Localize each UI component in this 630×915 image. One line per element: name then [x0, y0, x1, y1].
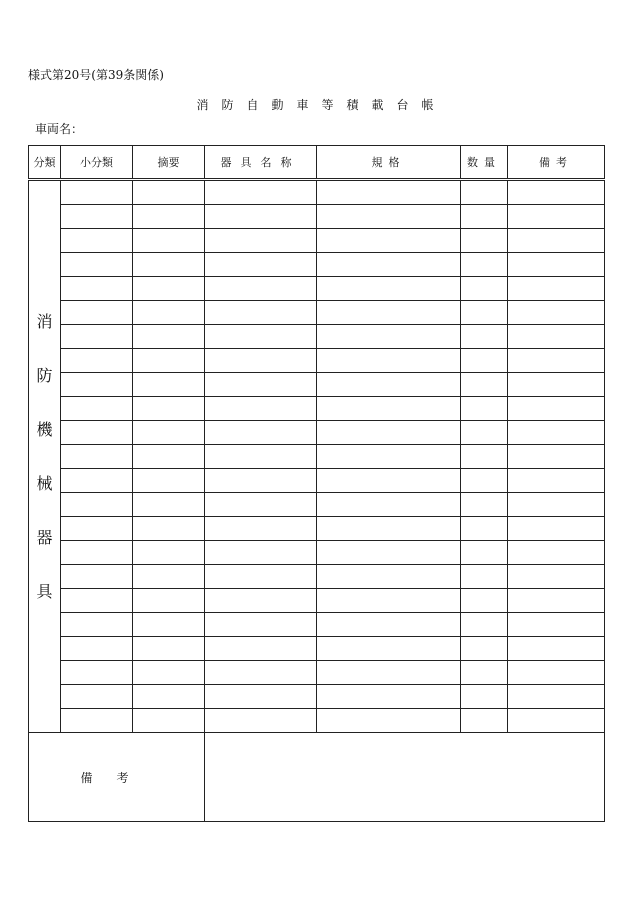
cell-equipment-name[interactable]	[205, 253, 317, 277]
cell-quantity[interactable]	[461, 277, 508, 301]
cell-specification[interactable]	[317, 469, 461, 493]
cell-remarks[interactable]	[508, 397, 605, 421]
cell-summary[interactable]	[133, 325, 205, 349]
table-row	[29, 517, 605, 541]
cell-equipment-name[interactable]	[205, 205, 317, 229]
category-cell	[29, 180, 61, 733]
table-row	[29, 421, 605, 445]
cell-summary[interactable]	[133, 517, 205, 541]
cell-subcategory[interactable]	[61, 517, 133, 541]
cell-summary[interactable]	[133, 565, 205, 589]
form-number: 様式第20号(第39条関係)	[28, 68, 164, 82]
cell-equipment-name[interactable]	[205, 397, 317, 421]
cell-specification[interactable]	[317, 229, 461, 253]
cell-subcategory[interactable]	[61, 421, 133, 445]
cell-equipment-name[interactable]	[205, 685, 317, 709]
cell-equipment-name[interactable]	[205, 661, 317, 685]
cell-remarks[interactable]	[508, 445, 605, 469]
cell-equipment-name[interactable]	[205, 301, 317, 325]
cell-equipment-name[interactable]	[205, 229, 317, 253]
cell-equipment-name[interactable]	[205, 277, 317, 301]
category-char: 防	[36, 365, 53, 385]
cell-remarks[interactable]	[508, 301, 605, 325]
cell-quantity[interactable]	[461, 541, 508, 565]
cell-subcategory[interactable]	[61, 349, 133, 373]
cell-quantity[interactable]	[461, 469, 508, 493]
table-row	[29, 205, 605, 229]
cell-specification[interactable]	[317, 205, 461, 229]
cell-quantity[interactable]	[461, 685, 508, 709]
cell-specification[interactable]	[317, 637, 461, 661]
column-header-equipment-name: 器具名称	[205, 146, 317, 180]
cell-equipment-name[interactable]	[205, 709, 317, 733]
table-row	[29, 229, 605, 253]
cell-specification[interactable]	[317, 421, 461, 445]
cell-equipment-name[interactable]	[205, 469, 317, 493]
cell-subcategory[interactable]	[61, 685, 133, 709]
table-row	[29, 613, 605, 637]
table-row	[29, 325, 605, 349]
cell-remarks[interactable]	[508, 661, 605, 685]
cell-specification[interactable]	[317, 589, 461, 613]
cell-subcategory[interactable]	[61, 661, 133, 685]
cell-equipment-name[interactable]	[205, 493, 317, 517]
category-char: 具	[36, 581, 53, 601]
table-row	[29, 301, 605, 325]
cell-remarks[interactable]	[508, 541, 605, 565]
cell-equipment-name[interactable]	[205, 517, 317, 541]
vehicle-name-label: 車両名：	[35, 122, 84, 136]
cell-remarks[interactable]	[508, 613, 605, 637]
category-char: 機	[36, 419, 53, 439]
cell-specification[interactable]	[317, 709, 461, 733]
table-row	[29, 469, 605, 493]
header-row	[29, 146, 605, 180]
cell-remarks[interactable]	[508, 469, 605, 493]
cell-quantity[interactable]	[461, 397, 508, 421]
cell-quantity[interactable]	[461, 493, 508, 517]
table-row	[29, 277, 605, 301]
cell-quantity[interactable]	[461, 517, 508, 541]
cell-quantity[interactable]	[461, 445, 508, 469]
cell-quantity[interactable]	[461, 180, 508, 205]
cell-subcategory[interactable]	[61, 301, 133, 325]
cell-specification[interactable]	[317, 613, 461, 637]
document-title: 消防自動車等積載台帳	[196, 98, 447, 112]
cell-remarks[interactable]	[508, 565, 605, 589]
cell-summary[interactable]	[133, 349, 205, 373]
cell-subcategory[interactable]	[61, 277, 133, 301]
table-row	[29, 589, 605, 613]
cell-remarks[interactable]	[508, 493, 605, 517]
cell-remarks[interactable]	[508, 589, 605, 613]
cell-quantity[interactable]	[461, 565, 508, 589]
cell-subcategory[interactable]	[61, 397, 133, 421]
cell-specification[interactable]	[317, 325, 461, 349]
cell-remarks[interactable]	[508, 709, 605, 733]
table-row	[29, 493, 605, 517]
cell-remarks[interactable]	[508, 517, 605, 541]
cell-subcategory[interactable]	[61, 589, 133, 613]
cell-specification[interactable]	[317, 661, 461, 685]
category-label	[29, 295, 60, 619]
cell-summary[interactable]	[133, 253, 205, 277]
cell-equipment-name[interactable]	[205, 421, 317, 445]
column-header-specification: 規格	[317, 146, 461, 180]
cell-summary[interactable]	[133, 589, 205, 613]
table-row	[29, 661, 605, 685]
remarks-label: 備考	[29, 733, 205, 822]
cell-subcategory[interactable]	[61, 613, 133, 637]
cell-equipment-name[interactable]	[205, 589, 317, 613]
cell-summary[interactable]	[133, 421, 205, 445]
cell-quantity[interactable]	[461, 421, 508, 445]
cell-quantity[interactable]	[461, 613, 508, 637]
cell-summary[interactable]	[133, 709, 205, 733]
cell-specification[interactable]	[317, 301, 461, 325]
table-row	[29, 637, 605, 661]
cell-equipment-name[interactable]	[205, 613, 317, 637]
cell-summary[interactable]	[133, 397, 205, 421]
cell-quantity[interactable]	[461, 205, 508, 229]
cell-remarks[interactable]	[508, 685, 605, 709]
cell-specification[interactable]	[317, 445, 461, 469]
cell-summary[interactable]	[133, 373, 205, 397]
cell-subcategory[interactable]	[61, 469, 133, 493]
cell-specification[interactable]	[317, 565, 461, 589]
cell-summary[interactable]	[133, 445, 205, 469]
table-row	[29, 373, 605, 397]
cell-remarks[interactable]	[508, 229, 605, 253]
table-row	[29, 565, 605, 589]
cell-summary[interactable]	[133, 277, 205, 301]
cell-quantity[interactable]	[461, 349, 508, 373]
cell-specification[interactable]	[317, 253, 461, 277]
category-char: 消	[36, 311, 53, 331]
cell-subcategory[interactable]	[61, 205, 133, 229]
cell-subcategory[interactable]	[61, 565, 133, 589]
cell-equipment-name[interactable]	[205, 637, 317, 661]
cell-specification[interactable]	[317, 541, 461, 565]
cell-equipment-name[interactable]	[205, 373, 317, 397]
cell-summary[interactable]	[133, 180, 205, 205]
table-row	[29, 349, 605, 373]
cell-specification[interactable]	[317, 180, 461, 205]
cell-remarks[interactable]	[508, 277, 605, 301]
cell-subcategory[interactable]	[61, 180, 133, 205]
cell-summary[interactable]	[133, 685, 205, 709]
table-row	[29, 253, 605, 277]
category-char: 器	[36, 527, 53, 547]
table-row	[29, 709, 605, 733]
cell-subcategory[interactable]	[61, 373, 133, 397]
cell-equipment-name[interactable]	[205, 325, 317, 349]
cell-specification[interactable]	[317, 277, 461, 301]
remarks-field[interactable]	[205, 733, 605, 822]
cell-remarks[interactable]	[508, 373, 605, 397]
table-row	[29, 541, 605, 565]
table-row	[29, 445, 605, 469]
cell-remarks[interactable]	[508, 421, 605, 445]
cell-equipment-name[interactable]	[205, 565, 317, 589]
cell-specification[interactable]	[317, 373, 461, 397]
cell-quantity[interactable]	[461, 373, 508, 397]
cell-quantity[interactable]	[461, 589, 508, 613]
table-row	[29, 685, 605, 709]
cell-subcategory[interactable]	[61, 709, 133, 733]
cell-remarks[interactable]	[508, 180, 605, 205]
cell-remarks[interactable]	[508, 325, 605, 349]
table-row	[29, 180, 605, 205]
cell-summary[interactable]	[133, 541, 205, 565]
cell-quantity[interactable]	[461, 229, 508, 253]
cell-summary[interactable]	[133, 205, 205, 229]
cell-specification[interactable]	[317, 685, 461, 709]
cell-subcategory[interactable]	[61, 253, 133, 277]
cell-summary[interactable]	[133, 229, 205, 253]
cell-specification[interactable]	[317, 517, 461, 541]
cell-quantity[interactable]	[461, 709, 508, 733]
cell-equipment-name[interactable]	[205, 445, 317, 469]
table-row	[29, 397, 605, 421]
column-header-category: 分類	[29, 146, 61, 180]
cell-subcategory[interactable]	[61, 541, 133, 565]
cell-summary[interactable]	[133, 613, 205, 637]
cell-remarks[interactable]	[508, 205, 605, 229]
cell-subcategory[interactable]	[61, 229, 133, 253]
cell-quantity[interactable]	[461, 637, 508, 661]
cell-remarks[interactable]	[508, 349, 605, 373]
column-header-remarks: 備考	[508, 146, 605, 180]
cell-quantity[interactable]	[461, 253, 508, 277]
cell-quantity[interactable]	[461, 661, 508, 685]
cell-specification[interactable]	[317, 493, 461, 517]
column-header-summary: 摘要	[133, 146, 205, 180]
cell-equipment-name[interactable]	[205, 541, 317, 565]
cell-quantity[interactable]	[461, 301, 508, 325]
cell-summary[interactable]	[133, 661, 205, 685]
cell-summary[interactable]	[133, 301, 205, 325]
cell-equipment-name[interactable]	[205, 349, 317, 373]
cell-summary[interactable]	[133, 637, 205, 661]
cell-remarks[interactable]	[508, 253, 605, 277]
cell-equipment-name[interactable]	[205, 180, 317, 205]
cell-subcategory[interactable]	[61, 637, 133, 661]
column-header-subcategory: 小分類	[61, 146, 133, 180]
cell-specification[interactable]	[317, 397, 461, 421]
remarks-row	[29, 733, 605, 822]
cell-subcategory[interactable]	[61, 493, 133, 517]
cell-quantity[interactable]	[461, 325, 508, 349]
column-header-quantity: 数量	[461, 146, 508, 180]
cell-specification[interactable]	[317, 349, 461, 373]
cell-subcategory[interactable]	[61, 445, 133, 469]
cell-summary[interactable]	[133, 493, 205, 517]
ledger-table	[28, 145, 605, 822]
category-char: 械	[36, 473, 53, 493]
cell-remarks[interactable]	[508, 637, 605, 661]
cell-subcategory[interactable]	[61, 325, 133, 349]
cell-summary[interactable]	[133, 469, 205, 493]
